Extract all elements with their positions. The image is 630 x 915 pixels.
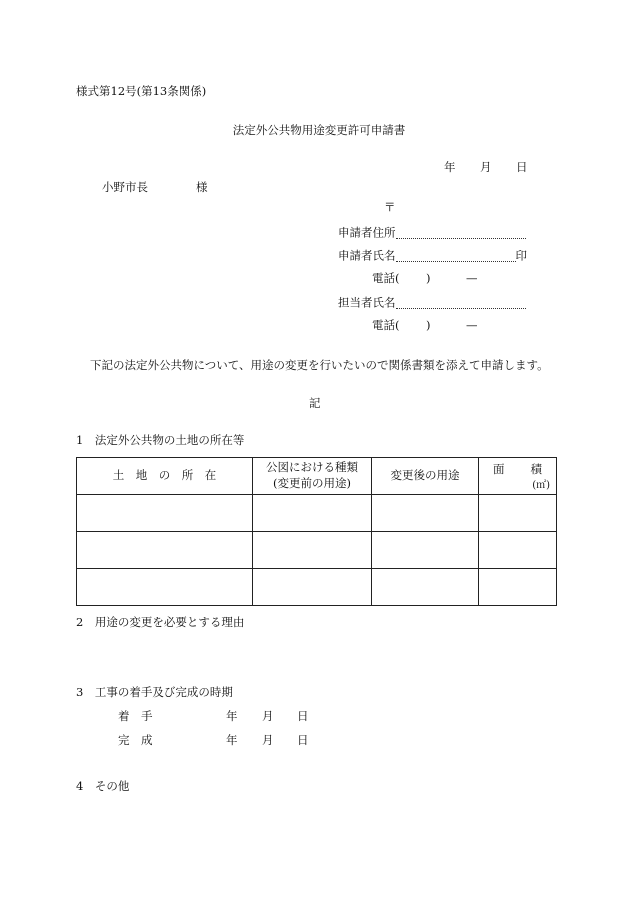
cell-type[interactable] bbox=[253, 532, 372, 569]
start-label: 着 手 bbox=[118, 709, 153, 723]
section1-heading: 1 法定外公共物の土地の所在等 bbox=[76, 433, 245, 447]
table-row bbox=[77, 495, 557, 532]
page-title: 法定外公共物用途変更許可申請書 bbox=[232, 123, 406, 137]
contact-phone-label: 電話( bbox=[372, 318, 400, 332]
applicant-address-field[interactable] bbox=[396, 226, 526, 239]
complete-year: 年 bbox=[226, 733, 238, 747]
cell-type[interactable] bbox=[253, 495, 372, 532]
cell-area[interactable] bbox=[479, 495, 557, 532]
start-year: 年 bbox=[226, 709, 238, 723]
seal-mark: 印 bbox=[515, 248, 527, 263]
start-day: 日 bbox=[297, 709, 309, 723]
applicant-name-label: 申請者氏名 bbox=[338, 248, 396, 263]
applicant-name-field[interactable] bbox=[396, 249, 516, 262]
cell-area[interactable] bbox=[479, 569, 557, 606]
addressee-honorific: 様 bbox=[196, 180, 208, 194]
cell-location[interactable] bbox=[77, 495, 253, 532]
col-type bbox=[253, 458, 372, 495]
cell-location[interactable] bbox=[77, 569, 253, 606]
cell-new-use[interactable] bbox=[372, 569, 479, 606]
applicant-address-row bbox=[338, 226, 526, 239]
cell-new-use[interactable] bbox=[372, 532, 479, 569]
applicant-name-row bbox=[338, 249, 527, 262]
col-location: 土 地 の 所 在 bbox=[77, 458, 253, 495]
section3-heading: 3 工事の着手及び完成の時期 bbox=[76, 685, 233, 699]
contact-name-field[interactable] bbox=[396, 296, 526, 309]
table-row bbox=[77, 569, 557, 606]
date-month: 月 bbox=[480, 160, 492, 174]
complete-label: 完 成 bbox=[118, 733, 153, 747]
col-new-use: 変更後の用途 bbox=[372, 458, 479, 495]
col-type-line1: 公図における種類 bbox=[266, 460, 358, 475]
col-type-line2: (変更前の用途) bbox=[273, 476, 351, 490]
addressee-name: 小野市長 bbox=[102, 180, 148, 194]
contact-phone-close: ) bbox=[426, 318, 431, 332]
applicant-phone-close: ) bbox=[426, 271, 431, 285]
postal-mark: 〒 bbox=[384, 200, 396, 214]
body-text: 下記の法定外公共物について、用途の変更を行いたいので関係書類を添えて申請します。 bbox=[90, 358, 549, 372]
section2-heading: 2 用途の変更を必要とする理由 bbox=[76, 615, 245, 629]
date-year: 年 bbox=[444, 160, 456, 174]
form-number: 様式第12号(第13条関係) bbox=[76, 84, 207, 98]
col-area bbox=[479, 458, 557, 495]
cell-area[interactable] bbox=[479, 532, 557, 569]
contact-name-row bbox=[338, 296, 526, 309]
complete-day: 日 bbox=[297, 733, 309, 747]
table-row bbox=[77, 532, 557, 569]
date-day: 日 bbox=[516, 160, 528, 174]
cell-location[interactable] bbox=[77, 532, 253, 569]
cell-new-use[interactable] bbox=[372, 495, 479, 532]
complete-month: 月 bbox=[262, 733, 274, 747]
start-month: 月 bbox=[262, 709, 274, 723]
cell-type[interactable] bbox=[253, 569, 372, 606]
ki-mark: 記 bbox=[309, 396, 321, 410]
col-area-unit: (㎡) bbox=[532, 480, 550, 491]
applicant-phone-dash: — bbox=[466, 271, 478, 285]
section4-heading: 4 その他 bbox=[76, 779, 130, 793]
applicant-address-label: 申請者住所 bbox=[338, 225, 396, 240]
land-table bbox=[76, 457, 557, 606]
table-header-row bbox=[77, 458, 557, 495]
col-area-label: 面積 bbox=[493, 462, 542, 476]
contact-phone-dash: — bbox=[466, 318, 478, 332]
contact-name-label: 担当者氏名 bbox=[338, 295, 396, 310]
applicant-phone-label: 電話( bbox=[372, 271, 400, 285]
